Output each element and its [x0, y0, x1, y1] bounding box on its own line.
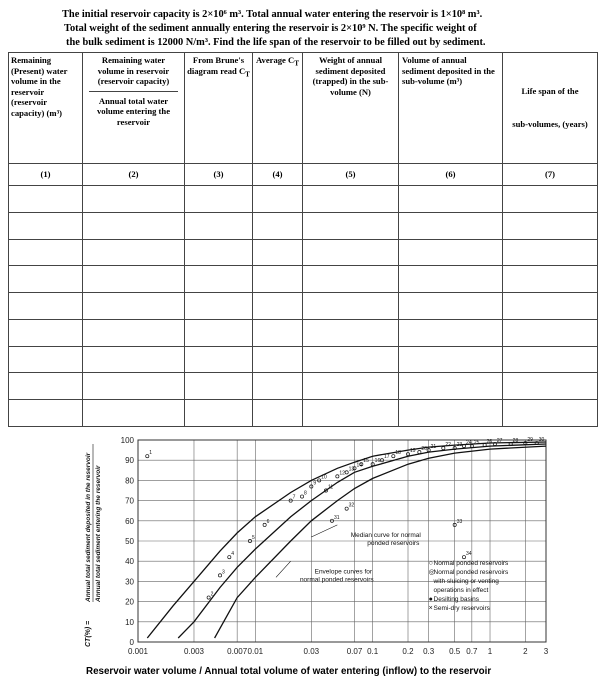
table-cell[interactable] — [185, 185, 253, 212]
table-cell[interactable] — [303, 346, 399, 373]
data-point-label: 14 — [356, 462, 363, 469]
envelope-pointer — [276, 561, 291, 577]
table-cell[interactable] — [399, 185, 503, 212]
problem-statement — [62, 8, 562, 50]
data-point-label: 26 — [486, 439, 493, 446]
table-cell[interactable] — [9, 293, 83, 320]
table-cell[interactable] — [503, 400, 598, 427]
table-cell[interactable] — [9, 346, 83, 373]
table-cell[interactable] — [399, 212, 503, 239]
header-brune-ct — [185, 53, 253, 164]
problem-line-2: Total weight of the sediment annually entering the reservoir is 2×10⁹ N. The specific weight of — [64, 23, 477, 34]
col-num-5: (5) — [303, 163, 399, 185]
data-point-label: 6 — [266, 518, 270, 525]
table-row — [9, 185, 598, 212]
data-point-label: 15 — [363, 458, 369, 465]
legend-label: Normal ponded reservoirs — [433, 560, 509, 568]
header-average-ct — [253, 53, 303, 164]
col-num-7: (7) — [503, 163, 598, 185]
table-cell[interactable] — [9, 266, 83, 293]
y-tick-label: 0 — [129, 638, 134, 647]
table-cell[interactable] — [503, 266, 598, 293]
header-ratio-numerator: Remaining water volume in reservoir (reservoir capacity) — [89, 53, 178, 92]
data-point-label: 4 — [231, 551, 235, 558]
table-cell[interactable] — [303, 293, 399, 320]
x-tick-label: 3 — [543, 647, 549, 656]
table-cell[interactable] — [83, 293, 185, 320]
header-remaining-volume: Remaining (Present) water volume in the reservoir (reservoir capacity) (m³) — [9, 53, 83, 164]
table-cell[interactable] — [83, 212, 185, 239]
legend-label: Normal ponded reservoirs — [433, 569, 509, 577]
table-cell[interactable] — [503, 185, 598, 212]
y-tick-label: 80 — [125, 476, 134, 486]
table-cell[interactable] — [399, 373, 503, 400]
table-cell[interactable] — [253, 185, 303, 212]
data-point-label: 9 — [313, 480, 317, 487]
header-life-span-line2: sub-volumes, (years) — [512, 118, 588, 129]
problem-line-1: The initial reservoir capacity is 2×10⁶ m³. Total annual water entering the reservoir is 1×10⁸ m³. — [62, 9, 483, 20]
table-row — [9, 239, 598, 266]
table-row — [9, 346, 598, 373]
data-point-label: 25 — [473, 440, 480, 447]
table-cell[interactable] — [399, 266, 503, 293]
table-cell[interactable] — [185, 373, 253, 400]
x-tick-label: 0.001 — [127, 647, 149, 656]
table-cell[interactable] — [83, 373, 185, 400]
data-point-label: 11 — [327, 484, 334, 491]
data-point-label: 7 — [292, 494, 296, 501]
header-brune-sub: T — [245, 70, 250, 79]
table-cell[interactable] — [253, 239, 303, 266]
table-cell[interactable] — [83, 400, 185, 427]
table-cell[interactable] — [253, 212, 303, 239]
table-cell[interactable] — [185, 400, 253, 427]
brune-diagram — [76, 432, 554, 684]
y-axis-label-prefix: CT(%) = — [85, 620, 92, 647]
data-point-label: 27 — [496, 438, 503, 445]
data-point-label: 19 — [409, 448, 416, 455]
table-cell[interactable] — [399, 346, 503, 373]
data-point-label: 21 — [430, 444, 437, 451]
data-point-label: 12 — [339, 470, 345, 477]
table-row — [9, 212, 598, 239]
header-ratio-denominator: Annual total water volume entering the reservoir — [96, 95, 171, 127]
col-num-3: (3) — [185, 163, 253, 185]
data-point-label: 32 — [348, 502, 355, 509]
envelope-annotation: Envelope curves for — [314, 568, 373, 576]
data-point-label: 2 — [210, 591, 214, 598]
y-tick-label: 30 — [125, 577, 134, 587]
table-cell[interactable] — [9, 319, 83, 346]
data-point-label: 5 — [251, 535, 255, 541]
data-point-label: 13 — [348, 466, 355, 473]
legend-symbol: ○ — [428, 560, 433, 568]
envelope-annotation-2: normal ponded reservoirs — [299, 576, 374, 584]
table-cell[interactable] — [303, 266, 399, 293]
table-cell[interactable] — [9, 185, 83, 212]
table-row — [9, 293, 598, 320]
table-cell[interactable] — [253, 266, 303, 293]
brune-chart-svg — [76, 432, 554, 684]
median-annotation-2: ponded reservoirs — [367, 540, 420, 548]
y-tick-label: 90 — [125, 456, 134, 466]
y-tick-label: 20 — [125, 597, 134, 607]
table-cell[interactable] — [399, 400, 503, 427]
legend-label: Semi-dry reservoirs — [433, 605, 490, 613]
y-tick-label: 10 — [125, 617, 134, 627]
x-tick-label: 0.007 — [227, 647, 248, 656]
y-axis-label-numerator: Annual total sediment deposited in the reservoir — [85, 452, 92, 602]
table-row — [9, 319, 598, 346]
legend-symbol: ● — [428, 596, 433, 604]
x-tick-label: 1 — [487, 647, 493, 656]
data-point-label: 29 — [527, 437, 533, 444]
data-point-label: 16 — [374, 458, 381, 465]
x-tick-label: 0.7 — [466, 647, 478, 656]
x-tick-label: 0.003 — [183, 647, 205, 656]
table-cell[interactable] — [253, 346, 303, 373]
table-cell[interactable] — [303, 239, 399, 266]
data-point-label: 3 — [222, 569, 225, 576]
table-cell[interactable] — [303, 400, 399, 427]
column-number-row — [9, 163, 598, 185]
col-num-4: (4) — [253, 163, 303, 185]
table-cell[interactable] — [9, 400, 83, 427]
x-tick-label: 0.5 — [449, 647, 461, 656]
x-tick-label: 0.03 — [303, 647, 320, 656]
data-point-label: 24 — [465, 440, 472, 447]
y-tick-label: 60 — [125, 516, 134, 526]
y-axis-label-denominator: Annual total sediment entering the reservoir — [95, 465, 102, 602]
x-tick-label: 0.07 — [346, 647, 363, 656]
table-cell[interactable] — [303, 185, 399, 212]
x-tick-label: 0.3 — [423, 647, 435, 656]
legend-symbol: ◎ — [428, 569, 435, 577]
data-point-label: 22 — [445, 442, 451, 449]
table-cell[interactable] — [399, 239, 503, 266]
legend-label: Desilting basins — [433, 596, 480, 604]
header-ratio — [83, 53, 185, 164]
data-point-label: 18 — [395, 450, 401, 457]
header-life-span-line1: Life span of the — [521, 86, 579, 97]
table-cell[interactable] — [253, 373, 303, 400]
y-tick-label: 40 — [125, 557, 134, 567]
median-pointer — [311, 525, 337, 537]
median-annotation: Median curve for normal — [350, 531, 421, 539]
table-cell[interactable] — [83, 239, 185, 266]
table-cell[interactable] — [503, 293, 598, 320]
header-life-span — [503, 53, 598, 164]
table-row — [9, 266, 598, 293]
table-cell[interactable] — [83, 185, 185, 212]
table-cell[interactable] — [83, 266, 185, 293]
table-cell[interactable] — [253, 319, 303, 346]
table-cell[interactable] — [185, 212, 253, 239]
table-cell[interactable] — [503, 346, 598, 373]
x-tick-label: 0.1 — [367, 647, 379, 656]
table-cell[interactable] — [83, 346, 185, 373]
header-volume-sediment: Volume of annual sediment deposited in the sub-volume (m³) — [399, 53, 503, 164]
table-cell[interactable] — [83, 319, 185, 346]
table-cell[interactable] — [303, 373, 399, 400]
table-cell[interactable] — [9, 373, 83, 400]
table-row — [9, 400, 598, 427]
table-cell[interactable] — [185, 266, 253, 293]
table-cell[interactable] — [503, 319, 598, 346]
x-tick-label: 2 — [523, 647, 528, 656]
header-brune-text: From Brune's diagram read C — [187, 55, 246, 76]
y-tick-label: 50 — [125, 537, 134, 546]
table-cell[interactable] — [399, 293, 503, 320]
data-point-label: 33 — [456, 518, 463, 525]
data-point-label: 30 — [538, 437, 545, 444]
data-point-label: 8 — [304, 490, 307, 497]
table-cell[interactable] — [9, 239, 83, 266]
table-cell[interactable] — [9, 212, 83, 239]
data-point-label: 28 — [512, 438, 519, 445]
header-average-text: Average C — [255, 55, 295, 65]
chart-x-label: Reservoir water volume / Annual total volume of water entering (inflow) to the reservoir — [86, 666, 492, 677]
legend-label: operations in effect — [433, 587, 489, 595]
col-num-1: (1) — [9, 163, 83, 185]
data-point-label: 34 — [465, 551, 472, 558]
table-cell[interactable] — [399, 319, 503, 346]
table-cell[interactable] — [253, 400, 303, 427]
header-average-sub: T — [294, 59, 300, 68]
x-tick-label: 0.2 — [402, 647, 414, 656]
col-num-2: (2) — [83, 163, 185, 185]
data-point-label: 23 — [456, 442, 463, 449]
data-point-label: 10 — [321, 474, 327, 481]
table-cell[interactable] — [185, 319, 253, 346]
table-cell[interactable] — [185, 293, 253, 320]
table-cell[interactable] — [303, 212, 399, 239]
y-tick-label: 100 — [120, 436, 134, 445]
table-cell[interactable] — [503, 239, 598, 266]
legend-label: with sluicing or venting — [433, 578, 499, 586]
table-row — [9, 373, 598, 400]
data-point-label: 1 — [149, 450, 153, 457]
header-weight-sediment: Weight of annual sediment deposited (trapped) in the sub-volume (N) — [303, 53, 399, 164]
data-point-label: 20 — [421, 446, 427, 453]
col-num-6: (6) — [399, 163, 503, 185]
x-tick-label: 0.01 — [247, 647, 264, 656]
data-point-label: 17 — [383, 454, 390, 461]
table-cell[interactable] — [185, 346, 253, 373]
table-cell[interactable] — [253, 293, 303, 320]
table-cell[interactable] — [503, 373, 598, 400]
problem-line-3: the bulk sediment is 12000 N/m³. Find the life span of the reservoir to be filled out by sediment. — [66, 37, 486, 48]
legend-symbol: × — [428, 605, 433, 613]
calculation-table — [8, 52, 598, 427]
data-point-label: 31 — [333, 514, 340, 521]
table-cell[interactable] — [185, 239, 253, 266]
y-tick-label: 70 — [125, 496, 134, 506]
table-cell[interactable] — [303, 319, 399, 346]
table-cell[interactable] — [503, 212, 598, 239]
